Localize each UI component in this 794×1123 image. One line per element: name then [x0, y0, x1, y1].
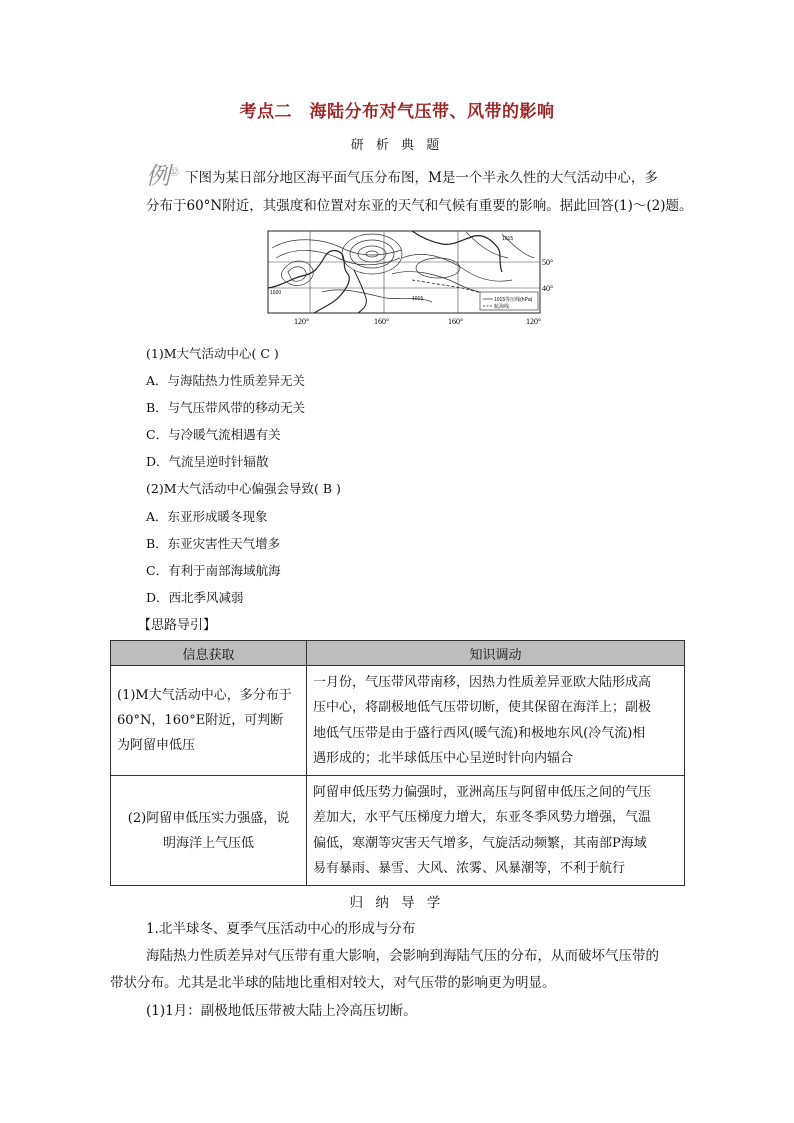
- table-row: [111, 666, 685, 776]
- question-1-stem: (1)M大气活动中心( C ): [146, 346, 279, 361]
- cell-line: 易有暴雨、暴雪、大风、浓雾、风暴潮等，不利于航行: [313, 861, 626, 876]
- cell-line: 为阿留申低压: [117, 738, 196, 753]
- example-line-1: 下图为某日部分地区海平面气压分布图，M是一个半永久性的大气活动中心，多: [185, 170, 658, 186]
- table-cell-info: [111, 776, 307, 886]
- table-header-info: 信息获取: [111, 641, 307, 666]
- cell-line: 明海洋上气压低: [162, 835, 254, 851]
- question-2-option-d: D．西北季风减弱: [146, 590, 244, 605]
- question-1-option-c: C．与冷暖气流相遇有关: [146, 427, 281, 442]
- table-header-row: [111, 641, 685, 666]
- question-1-option-d: D．气流呈逆时针辐散: [146, 454, 269, 469]
- question-2-option-a: A．东亚形成暖冬现象: [146, 509, 268, 524]
- table-cell-info: [111, 666, 307, 776]
- table-header-knowledge: 知识调动: [307, 641, 685, 666]
- guide-table: [110, 640, 685, 886]
- page-title: 考点二 海陆分布对气压带、风带的影响: [239, 102, 555, 122]
- cell-line: 一月份，气压带风带南移，因热力性质差异亚欧大陆形成高: [313, 674, 652, 690]
- table-cell-knowledge: [307, 666, 685, 776]
- example-badge-mark: ⑫: [170, 168, 180, 178]
- table-cell-knowledge: [307, 776, 685, 886]
- isobar-label: 1015: [412, 296, 424, 302]
- lat-label: 50°: [542, 258, 554, 267]
- example-line-2: 分布于60°N附近，其强度和位置对东亚的天气和气候有重要的影响。据此回答(1)～(2)题。: [146, 198, 693, 214]
- lat-label: 40°: [542, 284, 554, 293]
- question-2-option-b: B．东亚灾害性天气增多: [146, 536, 281, 551]
- cell-line: (1)M大气活动中心，多分布于: [117, 688, 292, 703]
- example-badge-label: 例: [146, 162, 170, 190]
- example-badge: [146, 156, 179, 191]
- question-2-stem: (2)M大气活动中心偏强会导致( B ): [146, 481, 341, 496]
- question-1-option-b: B．与气压带风带的移动无关: [146, 400, 306, 415]
- lon-label: 120°: [526, 317, 542, 326]
- guide-heading: 【思路导引】: [138, 618, 217, 633]
- cell-line: (2)阿留申低压实力强盛，说: [127, 810, 290, 826]
- table-row: [111, 776, 685, 886]
- section-heading: 研 析 典 题: [350, 138, 444, 153]
- cell-line: 差加大，水平气压梯度力增大，东亚冬季风势力增强，气温: [313, 810, 652, 825]
- cell-line: 遇形成的；北半球低压中心呈逆时针向内辐合: [313, 751, 574, 766]
- legend-isobar: 1015等压线(hPa): [494, 297, 533, 303]
- lon-label: 160°: [448, 317, 464, 326]
- legend-route: 航海线: [494, 304, 510, 310]
- summary-sub-1: (1)1月：副极地低压带被大陆上冷高压切断。: [146, 1003, 417, 1019]
- question-1-option-a: A．与海陆热力性质差异无关: [146, 373, 306, 388]
- summary-heading: 归 纳 导 学: [349, 895, 445, 911]
- cell-line: 阿留申低压势力偏强时，亚洲高压与阿留申低压之间的气压: [313, 784, 652, 800]
- summary-point-1: 1.北半球冬、夏季气压活动中心的形成与分布: [146, 921, 416, 937]
- lon-label: 120°: [294, 317, 310, 326]
- summary-para-line-2: 带状分布。尤其是北半球的陆地比重相对较大，对气压带的影响更为明显。: [110, 975, 556, 991]
- question-2-option-c: C．有利于南部海域航海: [146, 563, 281, 578]
- cell-line: 压中心，将副极地低气压带切断，使其保留在海洋上；副极: [313, 700, 652, 715]
- lon-label: 160°: [374, 317, 390, 326]
- summary-para-line-1: 海陆热力性质差异对气压带有重大影响，会影响到海陆气压的分布，从而破坏气压带的: [146, 948, 659, 964]
- cell-line: 地低气压带是由于盛行西风(暖气流)和极地东风(冷气流)相: [313, 725, 646, 741]
- pressure-map: [262, 228, 562, 330]
- isobar-label: 1020: [270, 290, 282, 296]
- isobar-label: 1015: [502, 236, 514, 242]
- cell-line: 偏低，寒潮等灾害天气增多，气旋活动频繁，其南部P海域: [313, 835, 647, 851]
- cell-line: 60°N，160°E附近，可判断: [117, 713, 284, 728]
